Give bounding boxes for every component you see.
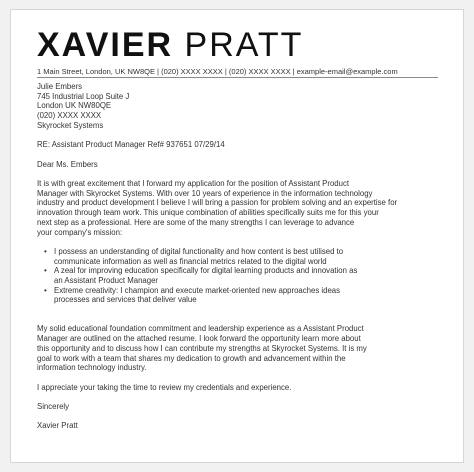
list-item (37, 247, 442, 266)
bullet-line: an Assistant Product Manager (54, 276, 159, 285)
list-item (37, 286, 442, 305)
recipient-line: 745 Industrial Loop Suite J (37, 91, 130, 101)
contact-line: 1 Main Street, London, UK NW8QE | (020) XXXX XXXX | (020) XXXX XXXX | example-email@example.com (37, 67, 398, 76)
sender-first-name: XAVIER (37, 26, 174, 64)
paragraph-line: industry and product development I believe I will bring a passion for problem solving and an expertise for (37, 198, 398, 208)
recipient-line: (020) XXXX XXXX (37, 111, 102, 121)
sender-name (37, 28, 303, 62)
closing-paragraph: I appreciate your taking the time to review my credentials and experience. (37, 382, 292, 392)
recipient-line: Julie Embers (37, 82, 83, 91)
paragraph-line: Manager with Skyrocket Systems. With over 10 years of experience in the information technology (37, 188, 373, 198)
subject-line: RE: Assistant Product Manager Ref# 937651 07/29/14 (37, 140, 225, 150)
bullet-line: • I possess an understanding of digital functionality and how content is best utilised to (54, 246, 344, 256)
cover-letter-page (10, 9, 464, 463)
recipient-line: London UK NW80QE (37, 101, 112, 111)
paragraph-line: goal to work with a team that shares my dedication to growth and advancement within the (37, 353, 346, 363)
intro-paragraph (37, 179, 442, 237)
signature-name: Xavier Pratt (37, 421, 78, 431)
paragraph-line: My solid educational foundation commitment and leadership experience as a Assistant Product (37, 324, 364, 334)
letter-body (37, 82, 442, 431)
bullet-line: processes and services that deliver value (54, 295, 197, 305)
experience-paragraph (37, 324, 442, 373)
paragraph-line: It is with great excitement that I forward my application for the position of Assistant Product (37, 178, 350, 188)
paragraph-line: your company's mission: (37, 227, 123, 237)
closing: Sincerely (37, 402, 70, 412)
strengths-list (37, 247, 442, 305)
paragraph-line: innovation through team work. This unique combination of abilities specifically suits me for this your (37, 208, 379, 218)
header-divider (37, 77, 438, 78)
paragraph-line: Manager are outlined on the attached resume. I look forward the opportunity learn more about (37, 334, 361, 344)
salutation: Dear Ms. Embers (37, 159, 98, 169)
recipient-address (37, 82, 442, 131)
paragraph-line: next step as a professional. Here are some of the many strengths I can leverage to advance (37, 217, 355, 227)
recipient-line: Skyrocket Systems (37, 120, 104, 130)
bullet-line: communicate information as well as financial metrics related to the digital world (54, 256, 327, 266)
bullet-line: • Extreme creativity: I champion and execute market-oriented new approaches ideas (54, 285, 341, 295)
list-item (37, 266, 442, 285)
paragraph-line: information technology industry. (37, 363, 147, 373)
paragraph-line: this opportunity and to discuss how I can contribute my strengths at Skyrocket Systems. It is my (37, 343, 367, 353)
sender-last-name: PRATT (184, 26, 304, 64)
bullet-line: • A zeal for improving education specifically for digital learning products and innovation as (54, 266, 358, 276)
